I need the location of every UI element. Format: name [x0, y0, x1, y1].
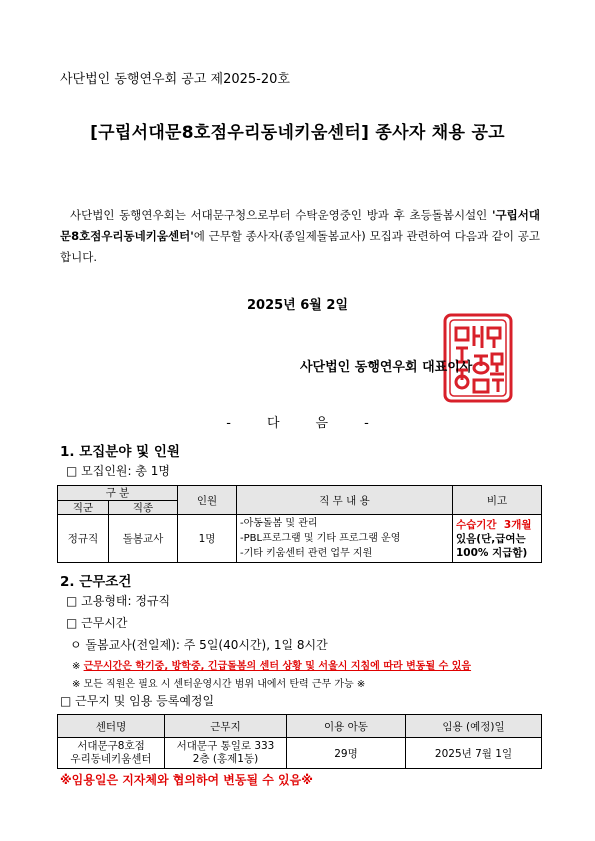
organization-signature: 사단법인 동행연우회 대표이사	[300, 360, 473, 375]
warn-mark: ※	[72, 661, 81, 672]
duty-line: -아동돌봄 및 관리	[240, 518, 318, 529]
cell-center	[58, 738, 165, 769]
location-line: 2층 (홍제1동)	[192, 753, 259, 765]
divider-dash-left: -	[226, 416, 231, 431]
hours-label: □ 근무시간	[66, 616, 128, 630]
location-label: □ 근무지 및 임용 등록예정일	[60, 694, 215, 708]
flex-work-note: ※ 모든 직원은 필요 시 센터운영시간 범위 내에서 탄력 근무 가능 ※	[72, 679, 366, 690]
duty-line: -기타 키움센터 관련 업무 지원	[240, 548, 373, 559]
recruit-count: □ 모집인원: 총 1명	[66, 464, 171, 478]
th-count: 인원	[178, 486, 237, 515]
center-line: 서대문구8호점	[77, 740, 145, 752]
location-line: 서대문구 통일로 333	[176, 740, 275, 752]
page-title: [구립서대문8호점우리동네키움센터] 종사자 채용 공고	[90, 123, 505, 143]
cell-count: 1명	[178, 515, 237, 563]
employment-type: □ 고용형태: 정규직	[66, 594, 171, 608]
hours-warning-text: 근무시간은 학기중, 방학중, 긴급돌봄의 센터 상황 및 서울시 지침에 따라 변동될 수 있음	[83, 661, 472, 672]
location-table	[57, 714, 542, 769]
intro-paragraph	[60, 205, 540, 268]
cell-note	[453, 515, 542, 563]
footer-note: ※임용일은 지자체와 협의하여 변동될 수 있음※	[60, 773, 313, 787]
divider-dash-right: -	[364, 416, 369, 431]
table-row	[58, 515, 542, 563]
th-location: 근무지	[165, 715, 287, 738]
th-group: 구 분	[58, 486, 178, 501]
th-center: 센터명	[58, 715, 165, 738]
cell-children: 29명	[287, 738, 406, 769]
probation-note: 수습기간 3개월	[456, 518, 532, 531]
recruit-table	[57, 485, 542, 563]
section-divider	[0, 412, 595, 431]
cell-start-date: 2025년 7월 1일	[406, 738, 542, 769]
intro-part2: 에 근무할 종사자(종일제돌봄교사) 모집과 관련하여 다음과 같이 공고합니다.	[60, 229, 540, 264]
section2-heading: 2. 근무조건	[60, 574, 132, 590]
table-row	[58, 738, 542, 769]
divider-eum: 음	[315, 416, 329, 431]
intro-part1: 사단법인 동행연우회는 서대문구청으로부터 수탁운영중인 방과 후 초등돌봄시설인	[70, 208, 488, 222]
section1-heading: 1. 모집분야 및 인원	[60, 444, 180, 460]
th-kind: 직종	[109, 501, 178, 515]
th-duty: 직 무 내 용	[237, 486, 453, 515]
cell-type: 정규직	[58, 515, 109, 563]
hours-detail: ㅇ 돌봄교사(전일제): 주 5일(40시간), 1일 8시간	[70, 638, 328, 652]
center-line: 우리동네키움센터	[70, 753, 152, 765]
th-note: 비고	[453, 486, 542, 515]
divider-da: 다	[266, 416, 280, 431]
intro-center-name: '구립서대문8호점우리동네키움센터'	[60, 208, 540, 243]
th-start-date: 임용 (예정)일	[406, 715, 542, 738]
duty-line: -PBL프로그램 및 기타 프로그램 운영	[240, 533, 401, 544]
cell-duties	[237, 515, 453, 563]
hours-warning	[72, 657, 471, 672]
th-children: 이용 아동	[287, 715, 406, 738]
th-type: 직군	[58, 501, 109, 515]
salary-note: 있음(단,급여는 100% 지급함)	[456, 532, 528, 559]
notice-number: 사단법인 동행연우회 공고 제2025-20호	[60, 72, 290, 87]
cell-location	[165, 738, 287, 769]
notice-date: 2025년 6월 2일	[247, 298, 348, 313]
cell-kind: 돌봄교사	[109, 515, 178, 563]
